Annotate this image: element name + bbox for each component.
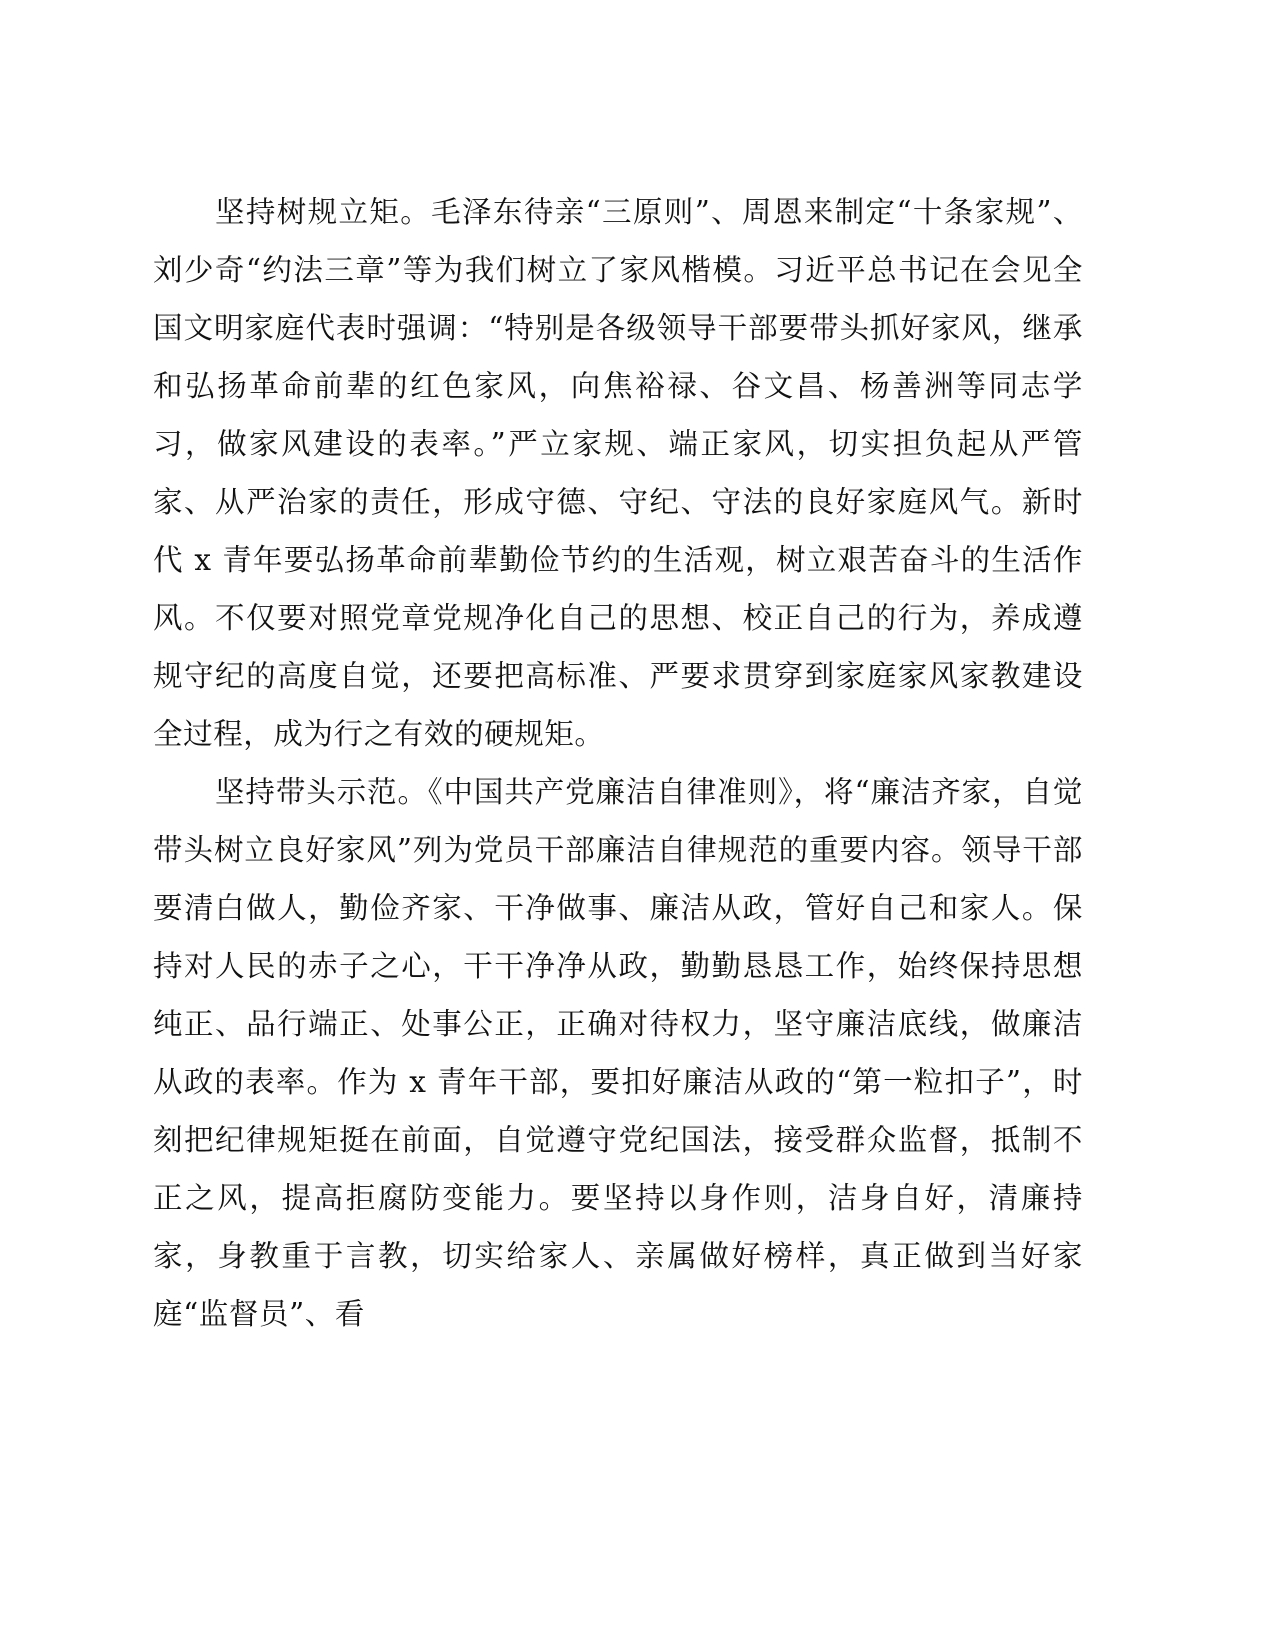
document-body bbox=[153, 183, 1083, 1343]
paragraph-example: 坚持带头示范。《中国共产党廉洁自律准则》，将“廉洁齐家，自觉带头树立良好家风”列为党员干部廉洁自律规范的重要内容。领导干部要清白做人，勤俭齐家、干净做事、廉洁从政，管好自己和家人。保持对人民的赤子之心，干干净净从政，勤勤恳恳工作，始终保持思想纯正、品行端正、处事公正，正确对待权力，坚守廉洁底线，做廉洁从政的表率。作为 x 青年干部，要扣好廉洁从政的“第一粒扣子”，时刻把纪律规矩挺在前面，自觉遵守党纪国法，接受群众监督，抵制不正之风，提高拒腐防变能力。要坚持以身作则，洁身自好，清廉持家，身教重于言教，切实给家人、亲属做好榜样，真正做到当好家庭“监督员”、看 bbox=[153, 775, 1083, 1331]
paragraph-rules: 坚持树规立矩。毛泽东待亲“三原则”、周恩来制定“十条家规”、刘少奇“约法三章”等为我们树立了家风楷模。习近平总书记在会见全国文明家庭代表时强调：“特别是各级领导干部要带头抓好家风，继承和弘扬革命前辈的红色家风，向焦裕禄、谷文昌、杨善洲等同志学习，做家风建设的表率。”严立家规、端正家风，切实担负起从严管家、从严治家的责任，形成守德、守纪、守法的良好家庭风气。新时代 x 青年要弘扬革命前辈勤俭节约的生活观，树立艰苦奋斗的生活作风。不仅要对照党章党规净化自己的思想、校正自己的行为，养成遵规守纪的高度自觉，还要把高标准、严要求贯穿到家庭家风家教建设全过程，成为行之有效的硬规矩。 bbox=[153, 195, 1083, 751]
